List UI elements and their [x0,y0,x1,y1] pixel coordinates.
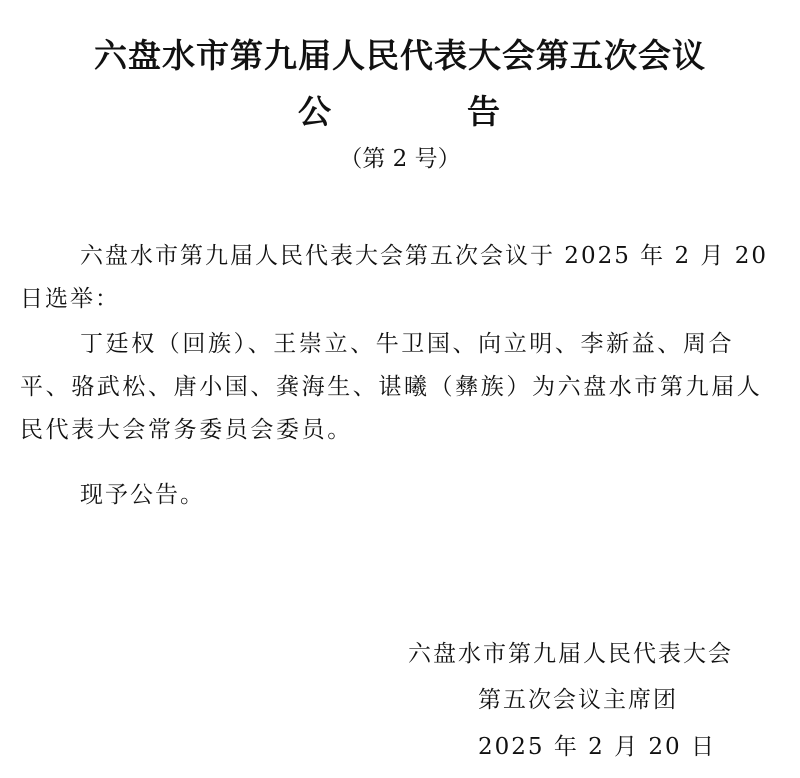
signature-date: 2025 年 2 月 20 日 [478,734,716,760]
document-title: 六盘水市第九届人民代表大会第五次会议 [94,36,706,75]
body-paragraph-closing: 现予公告。 [80,482,205,508]
subtitle-char-gong: 公 [298,92,331,131]
body-paragraph-election-date: 六盘水市第九届人民代表大会第五次会议于 2025 年 2 月 20 日选举： [20,243,768,312]
subtitle-char-gao: 告 [467,92,500,131]
signature-presidium: 第五次会议主席团 [478,687,678,713]
document-number: （第 2 号） [339,146,461,172]
signature-organization: 六盘水市第九届人民代表大会 [408,641,733,667]
body-paragraph-elected-members: 丁廷权（回族）、王崇立、牛卫国、向立明、李新益、周合平、骆武松、唐小国、龚海生、谌曦（彝族）为六盘水市第九届人民代表大会常务委员会委员。 [20,331,763,443]
